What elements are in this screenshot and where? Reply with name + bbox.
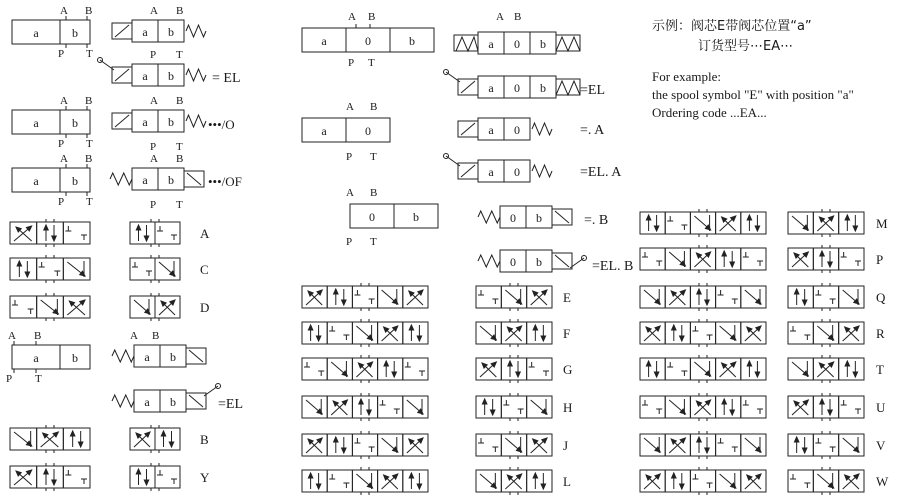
- spool-cell-c4wide: [741, 396, 766, 418]
- position-label: b: [170, 395, 176, 409]
- flow-arrowhead: [755, 372, 760, 377]
- pressure-pilot: [556, 37, 580, 51]
- flow-arrowhead: [70, 431, 75, 436]
- port-label-t: T: [35, 373, 42, 385]
- position-label: b: [170, 350, 176, 364]
- spool-cell-c4wide: [640, 212, 665, 234]
- spool-cell-c3: [476, 286, 501, 308]
- spool-cell-c4wide: [716, 434, 741, 456]
- spool-symbol-code-J: J: [563, 438, 569, 453]
- flow-arrowhead: [392, 372, 397, 377]
- spool-cell-c1: [63, 466, 90, 488]
- variant-code-el: = EL: [212, 71, 241, 86]
- spool-symbol-code-P: P: [876, 252, 884, 267]
- spool-cell-c4wide: [741, 212, 766, 234]
- spool-cell-c4: [813, 434, 838, 456]
- port-label-a: A: [150, 95, 158, 107]
- spool-cell-c3: [527, 322, 552, 344]
- flow-arrowhead: [705, 448, 710, 453]
- flow-arrowhead: [161, 431, 166, 436]
- solenoid-slash: [189, 395, 203, 407]
- flow-arrowhead: [144, 236, 149, 241]
- flow-arrowhead: [828, 410, 833, 415]
- position-label: a: [142, 69, 148, 83]
- flow-arrowhead: [78, 442, 83, 447]
- variant-code-o: •••/O: [208, 117, 235, 132]
- spool-cell-wide: [327, 434, 352, 456]
- flow-arrowhead: [730, 262, 735, 267]
- spool-cell-c4wide: [665, 322, 690, 344]
- spool-cell-wide: [352, 286, 377, 308]
- spool-cell-wide: [352, 434, 377, 456]
- spool-cell-c4: [788, 434, 813, 456]
- position-label: a: [144, 395, 150, 409]
- variant-code-a: =. A: [580, 123, 605, 138]
- spool-symbol-code-F: F: [563, 326, 571, 341]
- spool-symbol-code-T: T: [876, 362, 884, 377]
- spool-cell-c1: [63, 428, 90, 450]
- flow-arrowhead: [384, 361, 389, 366]
- flow-arrowhead: [747, 215, 752, 220]
- flow-arrowhead: [308, 325, 313, 330]
- position-label: b: [540, 81, 546, 95]
- position-label: a: [488, 37, 494, 51]
- spool-cell-c2: [155, 222, 180, 244]
- position-label: b: [536, 255, 542, 269]
- position-label: 0: [369, 210, 375, 224]
- spring-return: [110, 173, 132, 185]
- port-label-a: A: [346, 101, 354, 113]
- port-label-p: P: [58, 138, 65, 150]
- position-label: b: [72, 174, 78, 188]
- flow-arrowhead: [482, 399, 487, 404]
- flow-arrowhead: [52, 236, 57, 241]
- flow-arrowhead: [541, 336, 546, 341]
- port-label-t: T: [176, 49, 183, 61]
- flow-arrowhead: [334, 437, 339, 442]
- spool-symbol-code-G: G: [563, 362, 573, 377]
- port-label-t: T: [86, 48, 93, 60]
- position-label: a: [142, 25, 148, 39]
- spool-cell-wide: [378, 396, 403, 418]
- position-label: b: [72, 351, 78, 365]
- variant-code-el-b: =EL. B: [592, 259, 634, 274]
- position-label: 0: [510, 255, 516, 269]
- position-label: a: [142, 173, 148, 187]
- spool-cell-c4: [839, 358, 864, 380]
- spool-cell-c4wide: [690, 470, 715, 492]
- spool-symbol-code-W: W: [876, 474, 889, 489]
- spool-cell-c4: [839, 248, 864, 270]
- solenoid-slash: [555, 255, 569, 267]
- spool-cell-c1: [37, 258, 64, 280]
- port-label-b: B: [85, 5, 93, 17]
- port-label-p: P: [150, 199, 157, 211]
- spring-return: [532, 123, 552, 135]
- flow-arrowhead: [672, 473, 677, 478]
- example-note-en-line1: For example:: [652, 69, 721, 84]
- flow-arrowhead: [853, 226, 858, 231]
- spool-cell-c4: [788, 286, 813, 308]
- flow-arrowhead: [646, 215, 651, 220]
- position-label: 0: [514, 37, 520, 51]
- spool-cell-c4: [813, 396, 838, 418]
- flow-arrowhead: [334, 289, 339, 294]
- spool-cell-wide: [327, 286, 352, 308]
- flow-arrowhead: [359, 399, 364, 404]
- position-label: a: [33, 116, 39, 130]
- spool-cell-c1: [63, 222, 90, 244]
- flow-arrowhead: [794, 437, 799, 442]
- port-label-a: A: [150, 153, 158, 165]
- solenoid-slash: [115, 115, 129, 127]
- spool-cell-c4wide: [690, 322, 715, 344]
- flow-arrowhead: [367, 410, 372, 415]
- port-label-p: P: [58, 196, 65, 208]
- solenoid-slash: [115, 69, 129, 81]
- flow-arrowhead: [136, 469, 141, 474]
- spool-cell-c4wide: [716, 286, 741, 308]
- port-label-a: A: [346, 187, 354, 199]
- port-label-b: B: [34, 330, 42, 342]
- port-label-b: B: [370, 101, 378, 113]
- spool-cell-c2: [155, 428, 180, 450]
- position-label: a: [144, 350, 150, 364]
- example-note-en-line3: Ordering code ...EA...: [652, 105, 767, 120]
- spool-symbol-code-Q: Q: [876, 290, 886, 305]
- spool-cell-c4wide: [640, 248, 665, 270]
- flow-arrowhead: [802, 448, 807, 453]
- flow-arrowhead: [697, 289, 702, 294]
- flow-arrowhead: [794, 289, 799, 294]
- spool-symbol-code-E: E: [563, 290, 571, 305]
- spool-cell-wide: [352, 396, 377, 418]
- port-label-a: A: [60, 153, 68, 165]
- port-label-t: T: [86, 196, 93, 208]
- example-note-en-line2: the spool symbol "E" with position "a": [652, 87, 854, 102]
- flow-arrowhead: [44, 225, 49, 230]
- spool-cell-c4wide: [741, 358, 766, 380]
- position-label: a: [33, 174, 39, 188]
- flow-arrowhead: [722, 251, 727, 256]
- flow-arrowhead: [705, 300, 710, 305]
- spool-symbol-code-Y: Y: [200, 470, 210, 485]
- spring-return: [186, 69, 206, 81]
- flow-arrowhead: [755, 226, 760, 231]
- spool-symbol-code-M: M: [876, 216, 888, 231]
- flow-arrowhead: [316, 484, 321, 489]
- flow-arrowhead: [516, 372, 521, 377]
- spool-cell-c4wide: [665, 470, 690, 492]
- flow-arrowhead: [52, 480, 57, 485]
- flow-arrowhead: [654, 372, 659, 377]
- position-label: a: [321, 34, 327, 48]
- spool-cell-wide: [327, 470, 352, 492]
- port-label-b: B: [514, 11, 522, 23]
- spool-cell-c4: [813, 286, 838, 308]
- spool-cell-c2: [130, 466, 155, 488]
- spool-symbol-code-R: R: [876, 326, 885, 341]
- spool-cell-c4: [788, 470, 813, 492]
- spool-cell-c3: [501, 396, 526, 418]
- position-label: b: [536, 211, 542, 225]
- spool-cell-wide: [327, 322, 352, 344]
- flow-arrowhead: [417, 336, 422, 341]
- position-label: b: [168, 173, 174, 187]
- spool-cell-c2: [130, 222, 155, 244]
- spool-cell-c4wide: [690, 286, 715, 308]
- port-label-a: A: [348, 11, 356, 23]
- flow-arrowhead: [802, 300, 807, 305]
- port-label-b: B: [176, 5, 184, 17]
- variant-code-of: •••/OF: [208, 174, 242, 189]
- port-label-b: B: [85, 153, 93, 165]
- spring-return: [186, 115, 206, 127]
- port-label-p: P: [346, 151, 353, 163]
- spring-return: [112, 350, 134, 362]
- spring-return: [112, 395, 134, 407]
- flow-arrowhead: [316, 336, 321, 341]
- port-label-b: B: [370, 187, 378, 199]
- port-label-p: P: [58, 48, 65, 60]
- port-label-p: P: [346, 236, 353, 248]
- port-label-t: T: [368, 57, 375, 69]
- spool-cell-c3: [527, 470, 552, 492]
- example-note-cn-line1: 示例：阀芯E带阀芯位置“a”: [652, 19, 812, 34]
- spool-cell-wide: [378, 358, 403, 380]
- position-label: b: [168, 25, 174, 39]
- port-label-b: B: [176, 153, 184, 165]
- position-label: a: [321, 124, 327, 138]
- position-label: a: [488, 165, 494, 179]
- spool-cell-wide: [403, 322, 428, 344]
- flow-arrowhead: [722, 399, 727, 404]
- port-label-p: P: [150, 141, 157, 153]
- spool-cell-c3: [476, 396, 501, 418]
- port-label-t: T: [370, 236, 377, 248]
- flow-arrowhead: [17, 261, 22, 266]
- spool-cell-wide: [302, 358, 327, 380]
- position-label: b: [409, 34, 415, 48]
- spool-cell-wide: [302, 322, 327, 344]
- flow-arrowhead: [409, 325, 414, 330]
- port-label-t: T: [86, 138, 93, 150]
- spool-cell-c1: [37, 222, 64, 244]
- port-label-b: B: [176, 95, 184, 107]
- flow-arrowhead: [308, 473, 313, 478]
- flow-arrowhead: [342, 300, 347, 305]
- spool-cell-c4wide: [640, 396, 665, 418]
- flow-arrowhead: [541, 484, 546, 489]
- flow-arrowhead: [747, 361, 752, 366]
- spring-return: [478, 255, 500, 267]
- port-label-p: P: [348, 57, 355, 69]
- spool-cell-c3: [501, 358, 526, 380]
- spool-cell-c2: [130, 258, 155, 280]
- spool-cell-c4wide: [716, 248, 741, 270]
- flow-arrowhead: [44, 469, 49, 474]
- flow-arrowhead: [828, 262, 833, 267]
- spool-cell-wide: [403, 358, 428, 380]
- flow-arrowhead: [417, 484, 422, 489]
- flow-arrowhead: [820, 399, 825, 404]
- spool-cell-c4: [839, 212, 864, 234]
- port-label-a: A: [496, 11, 504, 23]
- port-label-b: B: [85, 95, 93, 107]
- flow-arrowhead: [697, 437, 702, 442]
- flow-arrowhead: [654, 226, 659, 231]
- port-label-a: A: [8, 330, 16, 342]
- spring-return: [478, 211, 500, 223]
- position-label: a: [33, 26, 39, 40]
- pressure-pilot: [456, 37, 478, 51]
- port-label-a: A: [60, 95, 68, 107]
- flow-arrowhead: [136, 225, 141, 230]
- flow-arrowhead: [533, 473, 538, 478]
- flow-arrowhead: [680, 484, 685, 489]
- position-label: 0: [514, 165, 520, 179]
- flow-arrowhead: [342, 448, 347, 453]
- port-label-t: T: [370, 151, 377, 163]
- flow-arrowhead: [490, 410, 495, 415]
- solenoid-slash: [187, 173, 201, 185]
- port-label-t: T: [176, 199, 183, 211]
- spring-return: [186, 25, 206, 37]
- spool-symbol-code-B: B: [200, 432, 209, 447]
- spool-cell-c2: [155, 466, 180, 488]
- flow-arrowhead: [853, 372, 858, 377]
- solenoid-slash: [555, 211, 569, 223]
- flow-arrowhead: [680, 336, 685, 341]
- spool-cell-c4: [839, 396, 864, 418]
- spool-cell-c4: [788, 322, 813, 344]
- spool-cell-c1: [10, 258, 37, 280]
- position-label: a: [142, 115, 148, 129]
- flow-arrowhead: [533, 325, 538, 330]
- position-label: 0: [365, 124, 371, 138]
- position-label: 0: [514, 81, 520, 95]
- spool-cell-wide: [302, 470, 327, 492]
- solenoid-slash: [461, 123, 475, 135]
- pressure-pilot: [556, 81, 580, 95]
- port-label-a: A: [60, 5, 68, 17]
- spool-symbol-code-U: U: [876, 400, 886, 415]
- solenoid-slash: [115, 25, 129, 37]
- position-label: a: [33, 351, 39, 365]
- variant-code-el-2: =EL: [218, 397, 243, 412]
- spring-return: [532, 165, 552, 177]
- variant-code-el-3: =EL: [580, 83, 605, 98]
- position-label: 0: [365, 34, 371, 48]
- port-label-b: B: [368, 11, 376, 23]
- spool-symbol-code-C: C: [200, 262, 209, 277]
- position-label: 0: [510, 211, 516, 225]
- position-label: b: [168, 115, 174, 129]
- port-label-p: P: [6, 373, 13, 385]
- solenoid-slash: [461, 81, 475, 93]
- spool-symbol-code-V: V: [876, 438, 886, 453]
- flow-arrowhead: [25, 272, 30, 277]
- solenoid-slash: [461, 165, 475, 177]
- flow-arrowhead: [169, 442, 174, 447]
- position-label: a: [488, 123, 494, 137]
- spool-cell-c4wide: [640, 358, 665, 380]
- port-label-p: P: [150, 49, 157, 61]
- spool-cell-wide: [403, 470, 428, 492]
- position-label: b: [413, 210, 419, 224]
- flow-arrowhead: [845, 215, 850, 220]
- spool-symbol-code-A: A: [200, 226, 210, 241]
- spool-cell-c1: [37, 466, 64, 488]
- spool-symbol-code-L: L: [563, 474, 571, 489]
- spool-symbol-code-H: H: [563, 400, 573, 415]
- port-label-b: B: [152, 330, 160, 342]
- solenoid-slash: [189, 350, 203, 362]
- spool-cell-c4: [813, 248, 838, 270]
- position-label: b: [168, 69, 174, 83]
- variant-code-b: =. B: [584, 213, 609, 228]
- spool-cell-c1: [10, 296, 37, 318]
- flow-arrowhead: [508, 361, 513, 366]
- spool-cell-c3: [476, 434, 501, 456]
- spool-cell-c3: [527, 358, 552, 380]
- position-label: 0: [514, 123, 520, 137]
- position-label: a: [488, 81, 494, 95]
- flow-arrowhead: [672, 325, 677, 330]
- flow-arrowhead: [845, 361, 850, 366]
- flow-arrowhead: [730, 410, 735, 415]
- port-label-a: A: [130, 330, 138, 342]
- spool-cell-c4wide: [665, 358, 690, 380]
- port-label-a: A: [150, 5, 158, 17]
- flow-arrowhead: [646, 361, 651, 366]
- spool-cell-c4wide: [716, 396, 741, 418]
- spool-cell-c4wide: [690, 434, 715, 456]
- position-label: b: [540, 37, 546, 51]
- position-label: b: [72, 116, 78, 130]
- example-note-cn-line2: 订货型号⋯EA⋯: [698, 39, 794, 54]
- flow-arrowhead: [409, 473, 414, 478]
- spool-cell-c4wide: [741, 248, 766, 270]
- variant-code-el-a: =EL. A: [580, 165, 622, 180]
- position-label: b: [72, 26, 78, 40]
- flow-arrowhead: [144, 480, 149, 485]
- port-label-t: T: [176, 141, 183, 153]
- spool-cell-c4wide: [665, 212, 690, 234]
- spool-symbol-code-D: D: [200, 300, 210, 315]
- flow-arrowhead: [820, 251, 825, 256]
